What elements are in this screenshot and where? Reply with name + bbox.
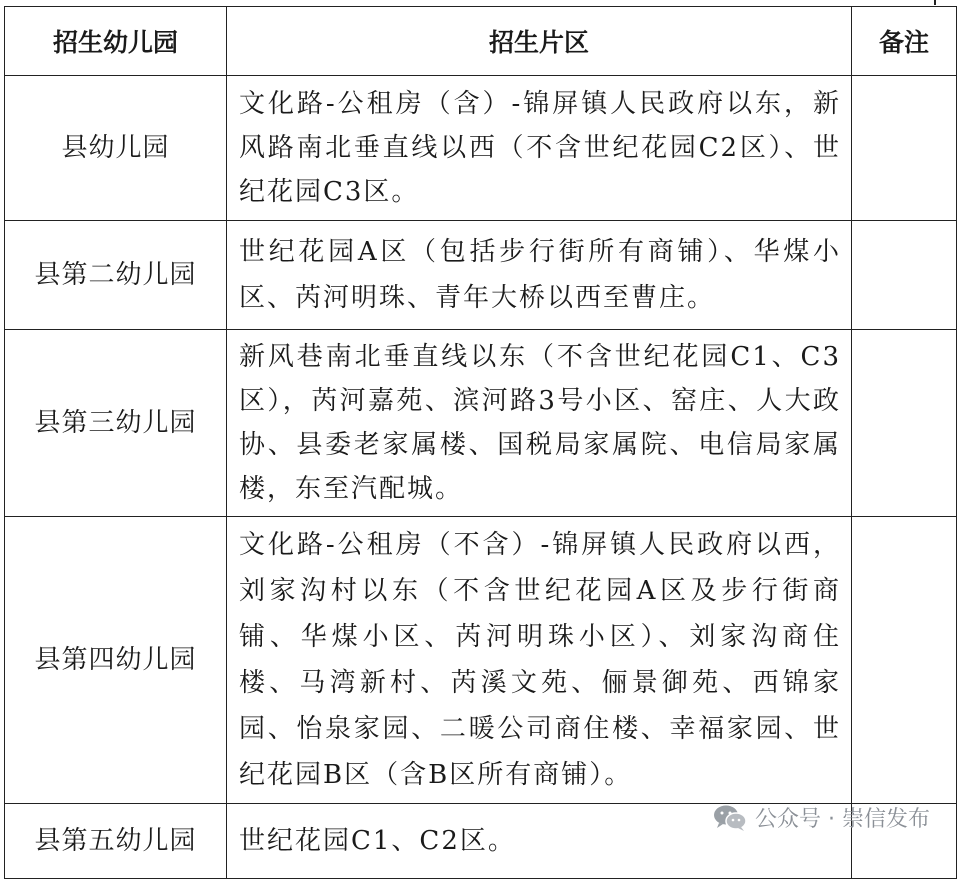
note-cell <box>852 330 957 517</box>
note-cell <box>852 517 957 804</box>
enrollment-area <box>227 517 852 804</box>
watermark-text: 公众号 · 崇信发布 <box>755 807 930 832</box>
area-text: 世纪花园C1、C2区。 <box>239 826 516 856</box>
school-name: 县第五幼儿园 <box>5 804 227 879</box>
enrollment-area <box>227 330 852 517</box>
school-name: 县第二幼儿园 <box>5 221 227 330</box>
area-text: 世纪花园A区（包括步行街所有商铺）、华煤小区、芮河明珠、青年大桥以西至曹庄。 <box>239 237 841 313</box>
enrollment-table <box>4 6 957 879</box>
header-area: 招生片区 <box>227 7 852 76</box>
area-text: 新风巷南北垂直线以东（不含世纪花园C1、C3区），芮河嘉苑、滨河路3号小区、窑庄、人大政协、县委老家属楼、国税局家属院、电信局家属楼，东至汽配城。 <box>239 342 841 504</box>
enrollment-area <box>227 76 852 221</box>
table-row <box>5 517 957 804</box>
note-cell <box>852 221 957 330</box>
area-text: 文化路-公租房（不含）-锦屏镇人民政府以西，刘家沟村以东（不含世纪花园A区及步行街商铺、华煤小区、芮河明珠小区）、刘家沟商住楼、马湾新村、芮溪文苑、俪景御苑、西锦家园、怡泉家园、二暖公司商住楼、幸福家园、世纪花园B区（含B区所有商铺）。 <box>239 530 841 790</box>
page-edge-mark <box>934 0 936 5</box>
school-name: 县第三幼儿园 <box>5 330 227 517</box>
enrollment-area <box>227 221 852 330</box>
watermark <box>713 802 930 833</box>
wechat-icon <box>713 804 747 832</box>
area-text: 文化路-公租房（含）-锦屏镇人民政府以东，新风路南北垂直线以西（不含世纪花园C2区）、世纪花园C3区。 <box>239 89 841 207</box>
table-row <box>5 221 957 330</box>
header-school: 招生幼儿园 <box>5 7 227 76</box>
table-header-row <box>5 7 957 76</box>
school-name: 县幼儿园 <box>5 76 227 221</box>
school-name: 县第四幼儿园 <box>5 517 227 804</box>
header-note: 备注 <box>852 7 957 76</box>
note-cell <box>852 76 957 221</box>
table-row <box>5 76 957 221</box>
table-row <box>5 330 957 517</box>
